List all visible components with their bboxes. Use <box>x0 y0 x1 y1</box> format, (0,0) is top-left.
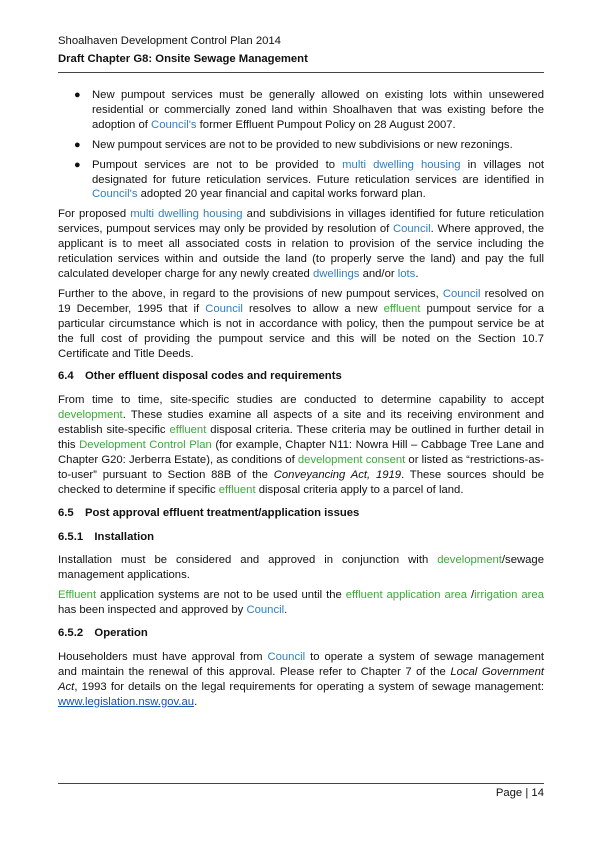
subsection-heading: 6.5.1 Installation <box>58 530 155 543</box>
paragraph: Further to the above, in regard to the provisions of new pumpout services, Council resolved on 19 December, 1995 that if Council resolves to allow a new effluent pumpout service for a particular circumstance which is not in accordance with policy, then the pumpout service be at the full cost of providing the pumpout service and this will be noted on the Section 10.7 Certificate and Title Deeds. <box>58 287 544 360</box>
page-content <box>58 88 544 715</box>
footer-divider <box>58 783 544 784</box>
list-item: ● Pumpout services are not to be provided to multi dwelling housing in villages not designated for future reticulation services. Future reticulation services are identified in Council's adopted 20 year financial and capital works forward plan. <box>74 158 544 201</box>
section-heading: 6.4 Other effluent disposal codes and requirements <box>58 370 342 383</box>
bullet-icon: ● <box>74 158 81 171</box>
header-divider <box>58 72 544 73</box>
paragraph: Householders must have approval from Council to operate a system of sewage management and maintain the renewal of this approval. Please refer to Chapter 7 of the Local Government Act, 1993 for details on the legal requirements for operating a system of sewage management: www.legislation.nsw.gov.au. <box>58 651 544 708</box>
list-item: ● New pumpout services are not to be provided to new subdivisions or new rezonings. <box>74 138 513 151</box>
page-number: Page | 14 <box>495 787 544 799</box>
bullet-icon: ● <box>74 89 81 101</box>
paragraph: Effluent application systems are not to be used until the effluent application area /irrigation area has been inspected and approved by Council. <box>58 589 544 617</box>
bullet-list <box>58 88 544 202</box>
section-heading: 6.5 Post approval effluent treatment/application issues <box>58 506 360 519</box>
header-title: Shoalhaven Development Control Plan 2014 <box>58 35 281 47</box>
paragraph: From time to time, site-specific studies are conducted to determine capability to accept development. These studies examine all aspects of a site and its receiving environment and establish site-specific effluent disposal criteria. These criteria may be outlined in further detail in this Development Control Plan (for example, Chapter N11: Nowra Hill – Cabbage Tree Lane and Chapter G20: Jerberra Estate), as conditions of development consent or listed as “restrictions-as-to-user” pursuant to Section 88B of the Conveyancing Act, 1919. These sources should be checked to determine if specific effluent disposal criteria apply to a parcel of land. <box>58 394 545 496</box>
header-chapter: Draft Chapter G8: Onsite Sewage Management <box>58 53 308 65</box>
paragraph: For proposed multi dwelling housing and subdivisions in villages identified for future reticulation services, pumpout services may only be provided by resolution of Council. Where approved, the applicant is to meet all associated costs in relation to provision of the service including the reticulation services within and outside the land (to properly serve the land) and pay the full calculated developer charge for any newly created dwellings and/or lots. <box>58 208 545 280</box>
subsection-heading: 6.5.2 Operation <box>58 627 148 640</box>
paragraph: Installation must be considered and approved in conjunction with development/sewage management applications. <box>58 554 544 582</box>
bullet-icon: ● <box>74 138 81 151</box>
list-item: ● New pumpout services must be generally allowed on existing lots within unsewered residential or commercially zoned land within Shoalhaven that was existing before the adoption of Council's former Effluent Pumpout Policy on 28 August 2007. <box>74 89 544 131</box>
legislation-link[interactable]: www.legislation.nsw.gov.au <box>58 695 195 708</box>
